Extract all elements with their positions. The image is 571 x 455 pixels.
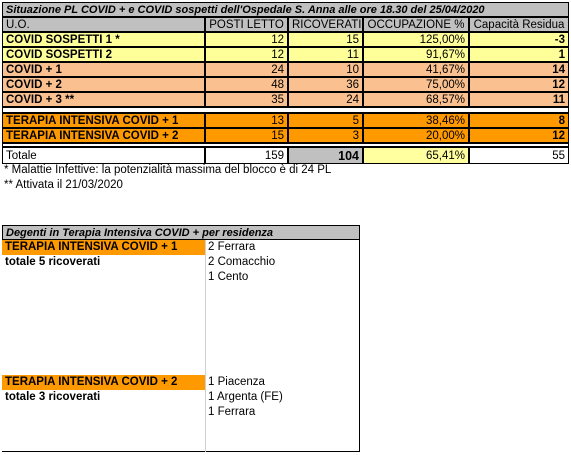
table-row-capacita[interactable]: 12 (469, 128, 569, 143)
table-row-ricoverati[interactable]: 36 (288, 77, 363, 92)
residence-unit-1[interactable]: TERAPIA INTENSIVA COVID + 1 (2, 240, 205, 255)
table-row-occupazione[interactable]: 91,67% (363, 47, 469, 62)
table-row-occupazione[interactable]: 125,00% (363, 32, 469, 47)
table-row-posti[interactable]: 12 (205, 32, 288, 47)
table-row-posti[interactable]: 13 (205, 113, 288, 128)
table-row-posti[interactable]: 35 (205, 92, 288, 107)
table-row-ricoverati[interactable]: 15 (288, 32, 363, 47)
table-row-uo[interactable]: COVID SOSPETTI 1 * (2, 32, 205, 47)
table-title[interactable]: Situazione PL COVID + e COVID sospetti dell'Ospedale S. Anna alle ore 18.30 del 25/04/2020 (2, 2, 569, 17)
residence-item[interactable]: 1 Argenta (FE) (208, 391, 283, 403)
table-row-capacita[interactable]: 11 (469, 92, 569, 107)
table-row-occupazione[interactable]: 41,67% (363, 62, 469, 77)
table-row-ricoverati[interactable]: 5 (288, 113, 363, 128)
table-row-capacita[interactable]: 14 (469, 62, 569, 77)
table-row-ricoverati[interactable]: 3 (288, 128, 363, 143)
residence-total-1[interactable]: totale 5 ricoverati (5, 256, 101, 268)
table-row-uo[interactable]: COVID + 2 (2, 77, 205, 92)
table-row-uo[interactable]: COVID SOSPETTI 2 (2, 47, 205, 62)
table-row-posti[interactable]: 48 (205, 77, 288, 92)
table-row-uo[interactable]: COVID + 3 ** (2, 92, 205, 107)
total-posti[interactable]: 159 (205, 147, 288, 164)
table-row-capacita[interactable]: 8 (469, 113, 569, 128)
table-row-posti[interactable]: 24 (205, 62, 288, 77)
table-row-occupazione[interactable]: 68,57% (363, 92, 469, 107)
residence-column-divider (205, 240, 206, 452)
header-occupazione[interactable]: OCCUPAZIONE % (363, 17, 469, 32)
footnote-attivata: ** Attivata il 21/03/2020 (4, 179, 123, 191)
table-row-occupazione[interactable]: 38,46% (363, 113, 469, 128)
table-row-ricoverati[interactable]: 10 (288, 62, 363, 77)
table-row-posti[interactable]: 15 (205, 128, 288, 143)
table-row-occupazione[interactable]: 75,00% (363, 77, 469, 92)
residence-unit-2[interactable]: TERAPIA INTENSIVA COVID + 2 (2, 375, 205, 390)
table-row-uo[interactable]: TERAPIA INTENSIVA COVID + 2 (2, 128, 205, 143)
table-row-capacita[interactable]: 12 (469, 77, 569, 92)
header-capacita-residua[interactable]: Capacità Residua (469, 17, 569, 32)
residence-item[interactable]: 2 Comacchio (208, 256, 276, 268)
residence-item[interactable]: 1 Ferrara (208, 406, 256, 418)
table-row-uo[interactable]: TERAPIA INTENSIVA COVID + 1 (2, 113, 205, 128)
table-row-capacita[interactable]: -3 (469, 32, 569, 47)
header-posti-letto[interactable]: POSTI LETTO (205, 17, 288, 32)
total-ricoverati[interactable]: 104 (288, 147, 363, 164)
header-uo[interactable]: U.O. (2, 17, 205, 32)
table-row-ricoverati[interactable]: 24 (288, 92, 363, 107)
table-row-uo[interactable]: COVID + 1 (2, 62, 205, 77)
residence-total-2[interactable]: totale 3 ricoverati (5, 391, 101, 403)
header-ricoverati[interactable]: RICOVERATI (288, 17, 363, 32)
total-occupazione[interactable]: 65,41% (363, 147, 469, 164)
residence-item[interactable]: 2 Ferrara (208, 241, 256, 253)
table-row-ricoverati[interactable]: 11 (288, 47, 363, 62)
table-row-posti[interactable]: 12 (205, 47, 288, 62)
residence-title[interactable]: Degenti in Terapia Intensiva COVID + per residenza (2, 225, 360, 240)
table-row-occupazione[interactable]: 20,00% (363, 128, 469, 143)
residence-item[interactable]: 1 Piacenza (208, 376, 265, 388)
total-capacita[interactable]: 55 (469, 147, 569, 164)
footnote-malattie-infettive: * Malattie Infettive: la potenzialità massima del blocco è di 24 PL (4, 164, 332, 176)
residence-item[interactable]: 1 Cento (208, 271, 249, 283)
table-row-capacita[interactable]: 1 (469, 47, 569, 62)
total-label[interactable]: Totale (2, 147, 205, 164)
